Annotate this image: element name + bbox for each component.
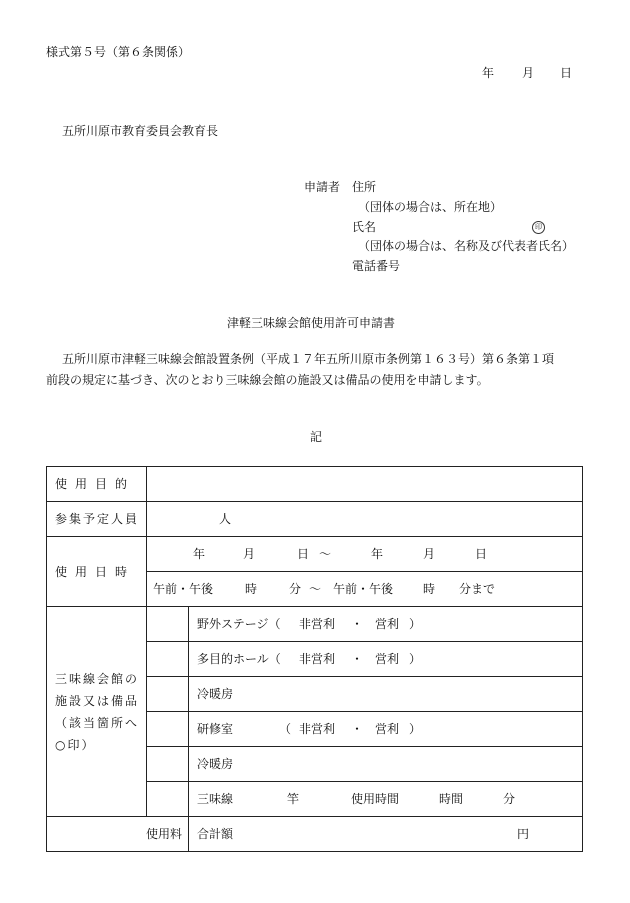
- address-note: （団体の場合は、所在地）: [358, 200, 503, 214]
- datetime-label: 使用日時: [47, 537, 147, 607]
- date-field[interactable]: [147, 537, 583, 572]
- stage-nonprofit[interactable]: 非営利: [299, 617, 336, 631]
- time-field[interactable]: [147, 572, 583, 607]
- hall-cell: [189, 642, 583, 677]
- attendees-field[interactable]: [147, 502, 583, 537]
- yen-label: 円: [517, 827, 530, 841]
- attendees-unit: 人: [219, 512, 232, 526]
- training-cell: [189, 712, 583, 747]
- time-ampm: 午前・午後: [153, 582, 214, 596]
- facility-row-stage: [47, 607, 583, 642]
- date-year-label: 年: [482, 66, 495, 80]
- purpose-row: [47, 467, 583, 502]
- date-day-label: 日: [560, 66, 573, 80]
- date-month-label: 月: [522, 66, 535, 80]
- ac-name-2: 冷暖房: [197, 757, 234, 771]
- shamisen-usage-label: 使用時間: [351, 792, 400, 806]
- purpose-label: 使用目的: [47, 467, 147, 502]
- stage-profit[interactable]: 営利: [375, 617, 400, 631]
- shamisen-hours: 時間: [439, 792, 464, 806]
- mark-cell-hall[interactable]: [147, 642, 189, 677]
- name-note: （団体の場合は、名称及び代表者氏名）: [358, 239, 575, 253]
- dt-year: 年: [193, 547, 206, 561]
- time-minute: 分: [289, 582, 302, 596]
- time-hour-2: 時: [423, 582, 436, 596]
- fee-row: [47, 817, 583, 852]
- mark-cell-shamisen[interactable]: [147, 782, 189, 817]
- ac-cell-2: [189, 747, 583, 782]
- addressee: 五所川原市教育委員会教育長: [62, 124, 219, 138]
- training-close: ）: [409, 722, 422, 736]
- time-tilde: ～: [309, 582, 322, 596]
- body-line-2: 前段の規定に基づき、次のとおり三味線会館の施設又は備品の使用を申請します。: [46, 373, 489, 387]
- time-ampm-2: 午前・午後: [333, 582, 394, 596]
- body-line-1: 五所川原市津軽三味線会館設置条例（平成１７年五所川原市条例第１６３号）第６条第１項: [62, 352, 555, 366]
- document-title: 津軽三味線会館使用許可申請書: [227, 316, 396, 330]
- facility-label: 三味線会館の施設又は備品（該当箇所へ○印）: [47, 607, 147, 817]
- fee-field[interactable]: [189, 817, 583, 852]
- hall-nonprofit[interactable]: 非営利: [299, 652, 336, 666]
- training-nonprofit[interactable]: 非営利: [299, 722, 336, 736]
- dt-day-2: 日: [475, 547, 488, 561]
- hall-close: ）: [409, 652, 422, 666]
- training-profit[interactable]: 営利: [375, 722, 400, 736]
- fee-label: 使用料: [47, 817, 189, 852]
- dt-month-2: 月: [423, 547, 436, 561]
- hall-sep: ・: [351, 652, 364, 666]
- purpose-field[interactable]: [147, 467, 583, 502]
- date-row: [47, 537, 583, 572]
- dt-tilde: ～: [319, 547, 332, 561]
- time-hour: 時: [245, 582, 258, 596]
- hall-name: 多目的ホール（: [197, 652, 281, 666]
- shamisen-cell: [189, 782, 583, 817]
- training-sep: ・: [351, 722, 364, 736]
- training-name: 研修室: [197, 722, 234, 736]
- applicant-label: 申請者: [304, 180, 341, 194]
- stage-sep: ・: [351, 617, 364, 631]
- ki-label: 記: [310, 430, 323, 444]
- shamisen-minutes: 分: [503, 792, 516, 806]
- address-label: 住所: [352, 180, 377, 194]
- name-label: 氏名: [352, 220, 377, 234]
- stage-close: ）: [409, 617, 422, 631]
- mark-cell-training[interactable]: [147, 712, 189, 747]
- shamisen-name: 三味線: [197, 792, 234, 806]
- shamisen-unit: 竿: [287, 792, 300, 806]
- mark-cell-stage[interactable]: [147, 607, 189, 642]
- seal-mark: 印: [532, 221, 545, 234]
- dt-month: 月: [243, 547, 256, 561]
- form-number: 様式第５号（第６条関係）: [46, 45, 191, 59]
- hall-profit[interactable]: 営利: [375, 652, 400, 666]
- attendees-row: [47, 502, 583, 537]
- stage-cell: [189, 607, 583, 642]
- training-paren: （: [279, 722, 292, 736]
- attendees-label: 参集予定人員: [47, 502, 147, 537]
- phone-label: 電話番号: [352, 259, 401, 273]
- ac-cell-1: [189, 677, 583, 712]
- mark-cell-ac-2[interactable]: [147, 747, 189, 782]
- application-table: [46, 466, 583, 852]
- total-label: 合計額: [197, 827, 234, 841]
- stage-name: 野外ステージ（: [197, 617, 281, 631]
- mark-cell-ac-1[interactable]: [147, 677, 189, 712]
- time-until: 分まで: [459, 582, 496, 596]
- dt-year-2: 年: [371, 547, 384, 561]
- ac-name-1: 冷暖房: [197, 687, 234, 701]
- dt-day: 日: [297, 547, 310, 561]
